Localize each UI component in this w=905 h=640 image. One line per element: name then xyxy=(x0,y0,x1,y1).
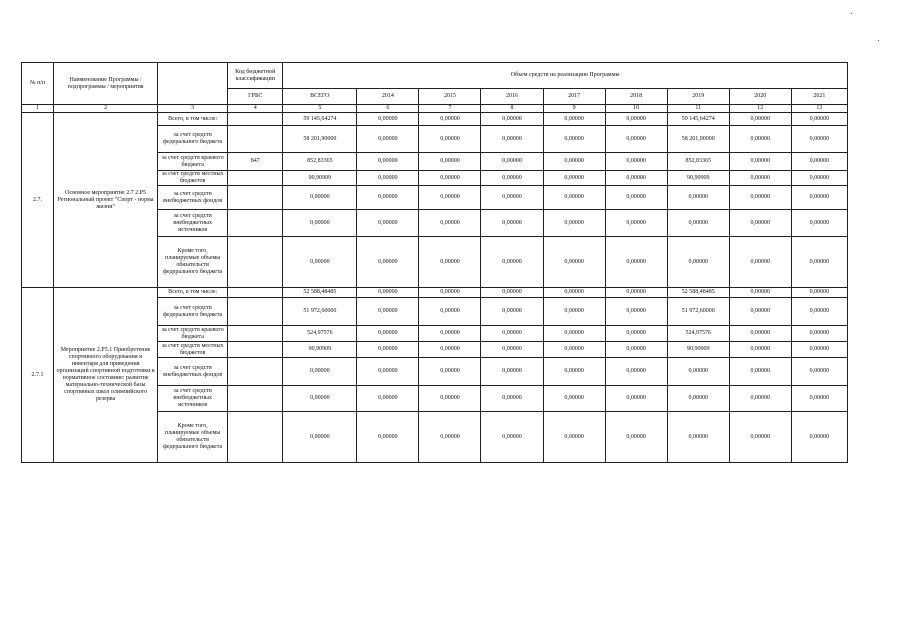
year-value: 0,00000 xyxy=(667,237,729,288)
year-value: 0,00000 xyxy=(481,210,543,237)
year-value: 0,00000 xyxy=(543,113,605,126)
year-value: 0,00000 xyxy=(605,126,667,153)
year-value: 0,00000 xyxy=(419,298,481,326)
year-value: 0,00000 xyxy=(543,386,605,412)
year-value: 0,00000 xyxy=(481,153,543,171)
grbs-code xyxy=(228,186,283,210)
year-value: 0,00000 xyxy=(729,126,791,153)
scan-speck xyxy=(851,13,852,14)
year-value: 852,83365 xyxy=(667,153,729,171)
funding-source-label: за счет средств краевого бюджета xyxy=(158,326,228,342)
year-value: 0,00000 xyxy=(357,171,419,186)
year-value: 0,00000 xyxy=(481,342,543,358)
year-value: 0,00000 xyxy=(605,288,667,298)
year-value: 0,00000 xyxy=(481,412,543,463)
year-value: 0,00000 xyxy=(791,358,847,386)
year-value: 0,00000 xyxy=(605,113,667,126)
year-value: 0,00000 xyxy=(543,358,605,386)
year-value: 0,00000 xyxy=(543,210,605,237)
year-value: 0,00000 xyxy=(791,412,847,463)
header-name: Наименование Программы / подпрограммы / мероприятия xyxy=(54,63,158,105)
year-value: 0,00000 xyxy=(357,126,419,153)
year-value: 0,00000 xyxy=(419,386,481,412)
year-value: 0,00000 xyxy=(481,386,543,412)
column-index-cell: 12 xyxy=(729,105,791,113)
header-num: № п/п xyxy=(22,63,54,105)
column-index-cell: 7 xyxy=(419,105,481,113)
funding-source-label: за счет средств внебюджетных фондов xyxy=(158,186,228,210)
header-year-2015: 2015 xyxy=(419,89,481,105)
year-value: 0,00000 xyxy=(357,113,419,126)
year-value: 52 588,48485 xyxy=(667,288,729,298)
year-value: 0,00000 xyxy=(357,186,419,210)
year-value: 0,00000 xyxy=(667,210,729,237)
year-value: 524,97576 xyxy=(667,326,729,342)
year-value: 0,00000 xyxy=(729,386,791,412)
year-value: 0,00000 xyxy=(729,412,791,463)
column-index-cell: 5 xyxy=(283,105,357,113)
year-value: 0,00000 xyxy=(357,298,419,326)
grbs-code xyxy=(228,358,283,386)
year-value: 0,00000 xyxy=(729,171,791,186)
total-value: 51 972,60000 xyxy=(283,298,357,326)
total-value: 0,00000 xyxy=(283,358,357,386)
year-value: 0,00000 xyxy=(605,153,667,171)
funding-source-label: Всего, в том числе: xyxy=(158,113,228,126)
year-value: 0,00000 xyxy=(419,288,481,298)
year-value: 0,00000 xyxy=(357,342,419,358)
column-index-cell: 1 xyxy=(22,105,54,113)
total-value: 90,90909 xyxy=(283,171,357,186)
year-value: 0,00000 xyxy=(605,342,667,358)
section-title: Мероприятие 2.Р5.1 Приобретение спортивного оборудования и инвентаря для приведения организаций спортивной подготовки в нормативное состояние: развитие материально-технической базы спортивных школ олимпийского резерва xyxy=(54,288,158,463)
year-value: 0,00000 xyxy=(543,171,605,186)
grbs-code xyxy=(228,288,283,298)
funding-source-label: за счет средств внебюджетных источников xyxy=(158,210,228,237)
year-value: 0,00000 xyxy=(419,412,481,463)
year-value: 0,00000 xyxy=(605,412,667,463)
section-number: 2.7. xyxy=(22,113,54,288)
total-value: 0,00000 xyxy=(283,386,357,412)
year-value: 0,00000 xyxy=(605,298,667,326)
column-index-cell: 6 xyxy=(357,105,419,113)
column-index-cell: 3 xyxy=(158,105,228,113)
header-row xyxy=(22,63,848,89)
year-value: 0,00000 xyxy=(729,326,791,342)
funding-source-label: за счет средств местных бюджетов xyxy=(158,342,228,358)
column-index-cell: 8 xyxy=(481,105,543,113)
year-value: 0,00000 xyxy=(481,113,543,126)
grbs-code xyxy=(228,412,283,463)
funding-source-label: за счет средств внебюджетных источников xyxy=(158,386,228,412)
year-value: 0,00000 xyxy=(543,126,605,153)
funding-source-label: за счет средств внебюджетных фондов xyxy=(158,358,228,386)
total-value: 52 588,48485 xyxy=(283,288,357,298)
year-value: 0,00000 xyxy=(419,237,481,288)
grbs-code xyxy=(228,386,283,412)
year-value: 0,00000 xyxy=(419,210,481,237)
year-value: 0,00000 xyxy=(791,126,847,153)
year-value: 0,00000 xyxy=(791,298,847,326)
header-year-2014: 2014 xyxy=(357,89,419,105)
year-value: 0,00000 xyxy=(481,288,543,298)
year-value: 51 972,60000 xyxy=(667,298,729,326)
funding-source-label: Кроме того, планируемые объемы обязательств федерального бюджета xyxy=(158,237,228,288)
header-total: ВСЕГО xyxy=(283,89,357,105)
header-year-2020: 2020 xyxy=(729,89,791,105)
header-year-2021: 2021 xyxy=(791,89,847,105)
year-value: 0,00000 xyxy=(605,358,667,386)
year-value: 0,00000 xyxy=(667,358,729,386)
total-value: 90,90909 xyxy=(283,342,357,358)
year-value: 0,00000 xyxy=(605,326,667,342)
funding-source-label: за счет средств федерального бюджета xyxy=(158,126,228,153)
year-value: 0,00000 xyxy=(791,386,847,412)
funding-source-label: Кроме того, планируемые объемы обязательств федерального бюджета xyxy=(158,412,228,463)
year-value: 0,00000 xyxy=(543,186,605,210)
year-value: 0,00000 xyxy=(791,288,847,298)
grbs-code xyxy=(228,237,283,288)
funding-source-label: Всего, в том числе: xyxy=(158,288,228,298)
grbs-code: 847 xyxy=(228,153,283,171)
year-value: 0,00000 xyxy=(667,412,729,463)
column-index-cell: 13 xyxy=(791,105,847,113)
year-value: 0,00000 xyxy=(543,153,605,171)
year-value: 0,00000 xyxy=(419,113,481,126)
header-year-2018: 2018 xyxy=(605,89,667,105)
year-value: 0,00000 xyxy=(419,126,481,153)
year-value: 0,00000 xyxy=(729,186,791,210)
year-value: 0,00000 xyxy=(605,171,667,186)
scan-speck xyxy=(878,40,879,41)
year-value: 0,00000 xyxy=(419,326,481,342)
total-value: 0,00000 xyxy=(283,237,357,288)
year-value: 0,00000 xyxy=(729,358,791,386)
total-value: 58 201,90000 xyxy=(283,126,357,153)
year-value: 0,00000 xyxy=(543,412,605,463)
column-index-cell: 10 xyxy=(605,105,667,113)
year-value: 0,00000 xyxy=(357,326,419,342)
year-value: 0,00000 xyxy=(419,153,481,171)
section-number: 2.7.1 xyxy=(22,288,54,463)
column-index-cell: 4 xyxy=(228,105,283,113)
table-row xyxy=(22,113,848,126)
grbs-code xyxy=(228,126,283,153)
year-value: 0,00000 xyxy=(419,171,481,186)
total-value: 59 145,64274 xyxy=(283,113,357,126)
grbs-code xyxy=(228,113,283,126)
header-volume: Объем средств на реализацию Программы xyxy=(283,63,848,89)
header-blank xyxy=(158,63,228,105)
year-value: 0,00000 xyxy=(419,186,481,210)
year-value: 0,00000 xyxy=(357,386,419,412)
year-value: 0,00000 xyxy=(791,210,847,237)
year-value: 0,00000 xyxy=(729,342,791,358)
table-row xyxy=(22,288,848,298)
year-value: 0,00000 xyxy=(605,186,667,210)
year-value: 0,00000 xyxy=(667,186,729,210)
grbs-code xyxy=(228,210,283,237)
year-value: 0,00000 xyxy=(791,153,847,171)
funding-source-label: за счет средств федерального бюджета xyxy=(158,298,228,326)
year-value: 0,00000 xyxy=(481,186,543,210)
funding-source-label: за счет средств краевого бюджета xyxy=(158,153,228,171)
header-kbk: Код бюджетной классификации xyxy=(228,63,283,89)
year-value: 0,00000 xyxy=(543,288,605,298)
total-value: 0,00000 xyxy=(283,186,357,210)
grbs-code xyxy=(228,326,283,342)
year-value: 0,00000 xyxy=(357,412,419,463)
header-year-2016: 2016 xyxy=(481,89,543,105)
year-value: 0,00000 xyxy=(791,237,847,288)
total-value: 852,83365 xyxy=(283,153,357,171)
column-index-cell: 11 xyxy=(667,105,729,113)
year-value: 0,00000 xyxy=(667,386,729,412)
year-value: 0,00000 xyxy=(481,326,543,342)
total-value: 524,97576 xyxy=(283,326,357,342)
year-value: 0,00000 xyxy=(481,237,543,288)
year-value: 0,00000 xyxy=(357,237,419,288)
header-grbs: ГРБС xyxy=(228,89,283,105)
total-value: 0,00000 xyxy=(283,412,357,463)
year-value: 0,00000 xyxy=(481,126,543,153)
year-value: 0,00000 xyxy=(543,342,605,358)
year-value: 0,00000 xyxy=(605,210,667,237)
year-value: 58 201,90000 xyxy=(667,126,729,153)
year-value: 0,00000 xyxy=(791,326,847,342)
year-value: 0,00000 xyxy=(357,210,419,237)
funding-source-label: за счет средств местных бюджетов xyxy=(158,171,228,186)
year-value: 90,90909 xyxy=(667,171,729,186)
year-value: 0,00000 xyxy=(481,171,543,186)
year-value: 0,00000 xyxy=(543,326,605,342)
year-value: 0,00000 xyxy=(419,358,481,386)
year-value: 0,00000 xyxy=(791,342,847,358)
section-title: Основное мероприятие 2.7 2.Р5 Региональный проект "Спорт - норма жизни" xyxy=(54,113,158,288)
year-value: 59 145,64274 xyxy=(667,113,729,126)
year-value: 0,00000 xyxy=(543,237,605,288)
year-value: 0,00000 xyxy=(729,298,791,326)
year-value: 0,00000 xyxy=(605,386,667,412)
year-value: 0,00000 xyxy=(357,358,419,386)
column-index-cell: 2 xyxy=(54,105,158,113)
grbs-code xyxy=(228,171,283,186)
year-value: 0,00000 xyxy=(791,171,847,186)
grbs-code xyxy=(228,298,283,326)
column-index-cell: 9 xyxy=(543,105,605,113)
column-index-row xyxy=(22,105,848,113)
year-value: 0,00000 xyxy=(791,113,847,126)
year-value: 0,00000 xyxy=(419,342,481,358)
year-value: 0,00000 xyxy=(729,237,791,288)
year-value: 0,00000 xyxy=(729,153,791,171)
header-year-2019: 2019 xyxy=(667,89,729,105)
year-value: 0,00000 xyxy=(605,237,667,288)
year-value: 0,00000 xyxy=(791,186,847,210)
year-value: 0,00000 xyxy=(729,288,791,298)
year-value: 0,00000 xyxy=(729,113,791,126)
year-value: 0,00000 xyxy=(357,288,419,298)
grbs-code xyxy=(228,342,283,358)
year-value: 0,00000 xyxy=(543,298,605,326)
total-value: 0,00000 xyxy=(283,210,357,237)
budget-table xyxy=(21,62,848,463)
year-value: 0,00000 xyxy=(481,298,543,326)
header-year-2017: 2017 xyxy=(543,89,605,105)
year-value: 0,00000 xyxy=(357,153,419,171)
year-value: 0,00000 xyxy=(481,358,543,386)
year-value: 0,00000 xyxy=(729,210,791,237)
year-value: 90,90909 xyxy=(667,342,729,358)
